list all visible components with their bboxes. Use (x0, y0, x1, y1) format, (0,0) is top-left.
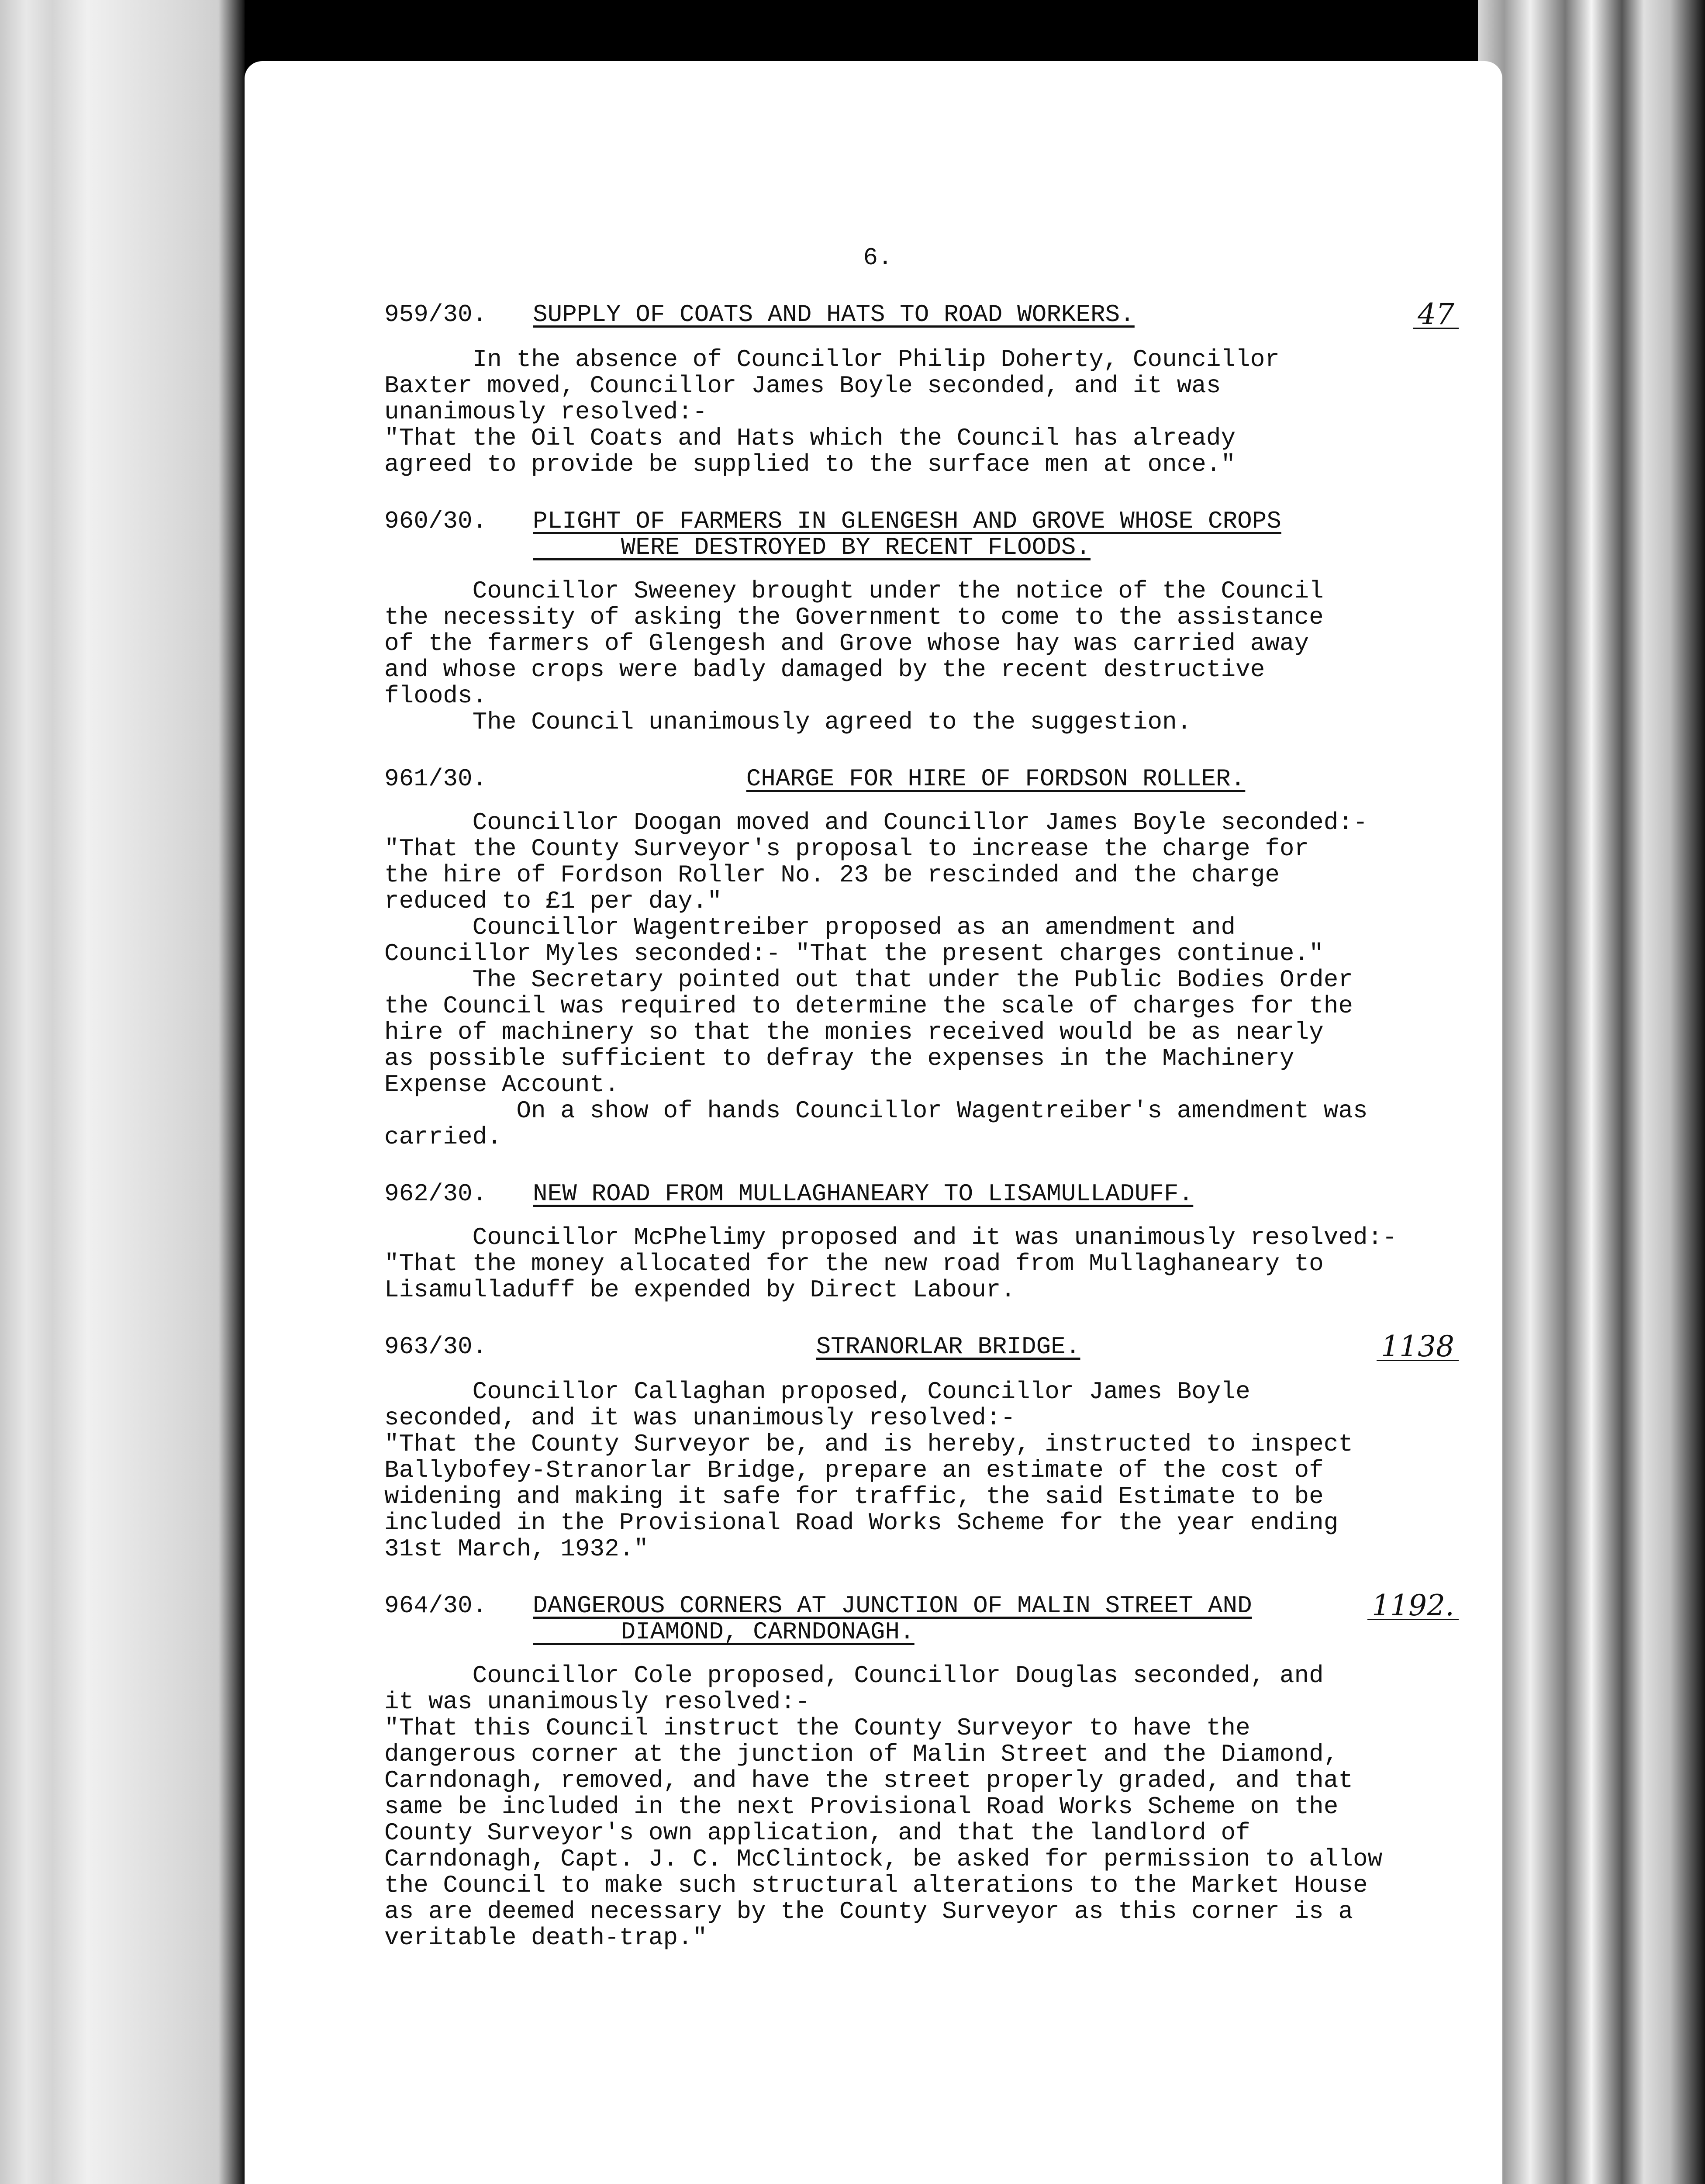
page-number: 6. (863, 244, 893, 272)
section-heading (384, 1589, 1459, 1646)
minutes-document (384, 245, 1459, 1951)
minute-number: 962/30. (384, 1180, 487, 1208)
handwritten-note: 1138 (1377, 1334, 1459, 1361)
handwritten-note: 47 (1413, 301, 1459, 329)
section-title: PLIGHT OF FARMERS IN GLENGESH AND GROVE WHOSE CROPS WERE DESTROYED BY RECENT FLOODS. (533, 507, 1281, 561)
minute-number: 961/30. (384, 765, 487, 793)
section-title: DANGEROUS CORNERS AT JUNCTION OF MALIN STREET AND DIAMOND, CARNDONAGH. (533, 1592, 1252, 1646)
section-body: Councillor Callaghan proposed, Councillor James Boyle seconded, and it was unanimously resolved:- "That the County Surveyor be, and is hereby, instructed to inspect Ballybofey-Stranorlar Bridge, prepare an estimate of the cost of widening and making it safe for traffic, the said Estimate to be included in the Provisional Road Works Scheme for the year ending 31st March, 1932." (384, 1378, 1353, 1563)
section-heading (384, 766, 1459, 792)
section-body: Councillor Cole proposed, Councillor Douglas seconded, and it was unanimously resolved:- "That this Council instruct the County Surveyor to have the dangerous corner at the junction of Malin Street and the Diamond, Carndonagh, removed, and have the street properly graded, and that same be included in the next Provisional Road Works Scheme on the County Surveyor's own application, and that the landlord of Carndonagh, Capt. J. C. McClintock, be asked for permission to allow the Council to make such structural alterations to the Market House as are deemed necessary by the County Surveyor as this corner is a veritable death-trap." (384, 1662, 1383, 1952)
left-page-edge (0, 0, 245, 2184)
minute-number: 960/30. (384, 507, 487, 535)
handwritten-note: 1192. (1367, 1593, 1459, 1620)
section-title: CHARGE FOR HIRE OF FORDSON ROLLER. (746, 765, 1246, 793)
minute-number: 964/30. (384, 1592, 487, 1620)
section-title: NEW ROAD FROM MULLAGHANEARY TO LISAMULLADUFF. (533, 1180, 1194, 1208)
section-body: Councillor Sweeney brought under the notice of the Council the necessity of asking the Government to come to the assistance of the farmers of Glengesh and Grove whose hay was carried away and whose crops were badly damaged by the recent destructive floods. The Council unanimously agreed to the suggestion. (384, 577, 1324, 736)
section-body: In the absence of Councillor Philip Doherty, Councillor Baxter moved, Councillor James Boyle seconded, and it was unanimously resolved:- "That the Oil Coats and Hats which the Council has already agreed to provide be supplied to the surface men at once." (384, 346, 1280, 478)
section-title: SUPPLY OF COATS AND HATS TO ROAD WORKERS. (533, 301, 1135, 328)
section-body: Councillor Doogan moved and Councillor James Boyle seconded:- "That the County Surveyor's proposal to increase the charge for the hire of Fordson Roller No. 23 be rescinded and the charge reduced to £1 per day." Councillor Wagentreiber proposed as an amendment and Councillor Myles seconded:- "That the present charges continue." The Secretary pointed out that under the Public Bodies Order the Council was required to determine the scale of charges for the hire of machinery so that the monies received would be as nearly as possible sufficient to defray the expenses in the Machinery Expense Account. On a show of hands Councillor Wagentreiber's amendment was carried. (384, 809, 1368, 1151)
minute-number: 959/30. (384, 301, 487, 328)
section-heading (384, 1181, 1459, 1207)
section-heading (384, 508, 1459, 560)
minute-number: 963/30. (384, 1333, 487, 1361)
section-title: STRANORLAR BRIDGE. (816, 1333, 1080, 1361)
section-heading (384, 1330, 1459, 1363)
section-body: Councillor McPhelimy proposed and it was unanimously resolved:- "That the money allocated for the new road from Mullaghaneary to Lisamulladuff be expended by Direct Labour. (384, 1223, 1397, 1304)
section-heading (384, 297, 1459, 331)
right-page-edge (1478, 0, 1705, 2184)
